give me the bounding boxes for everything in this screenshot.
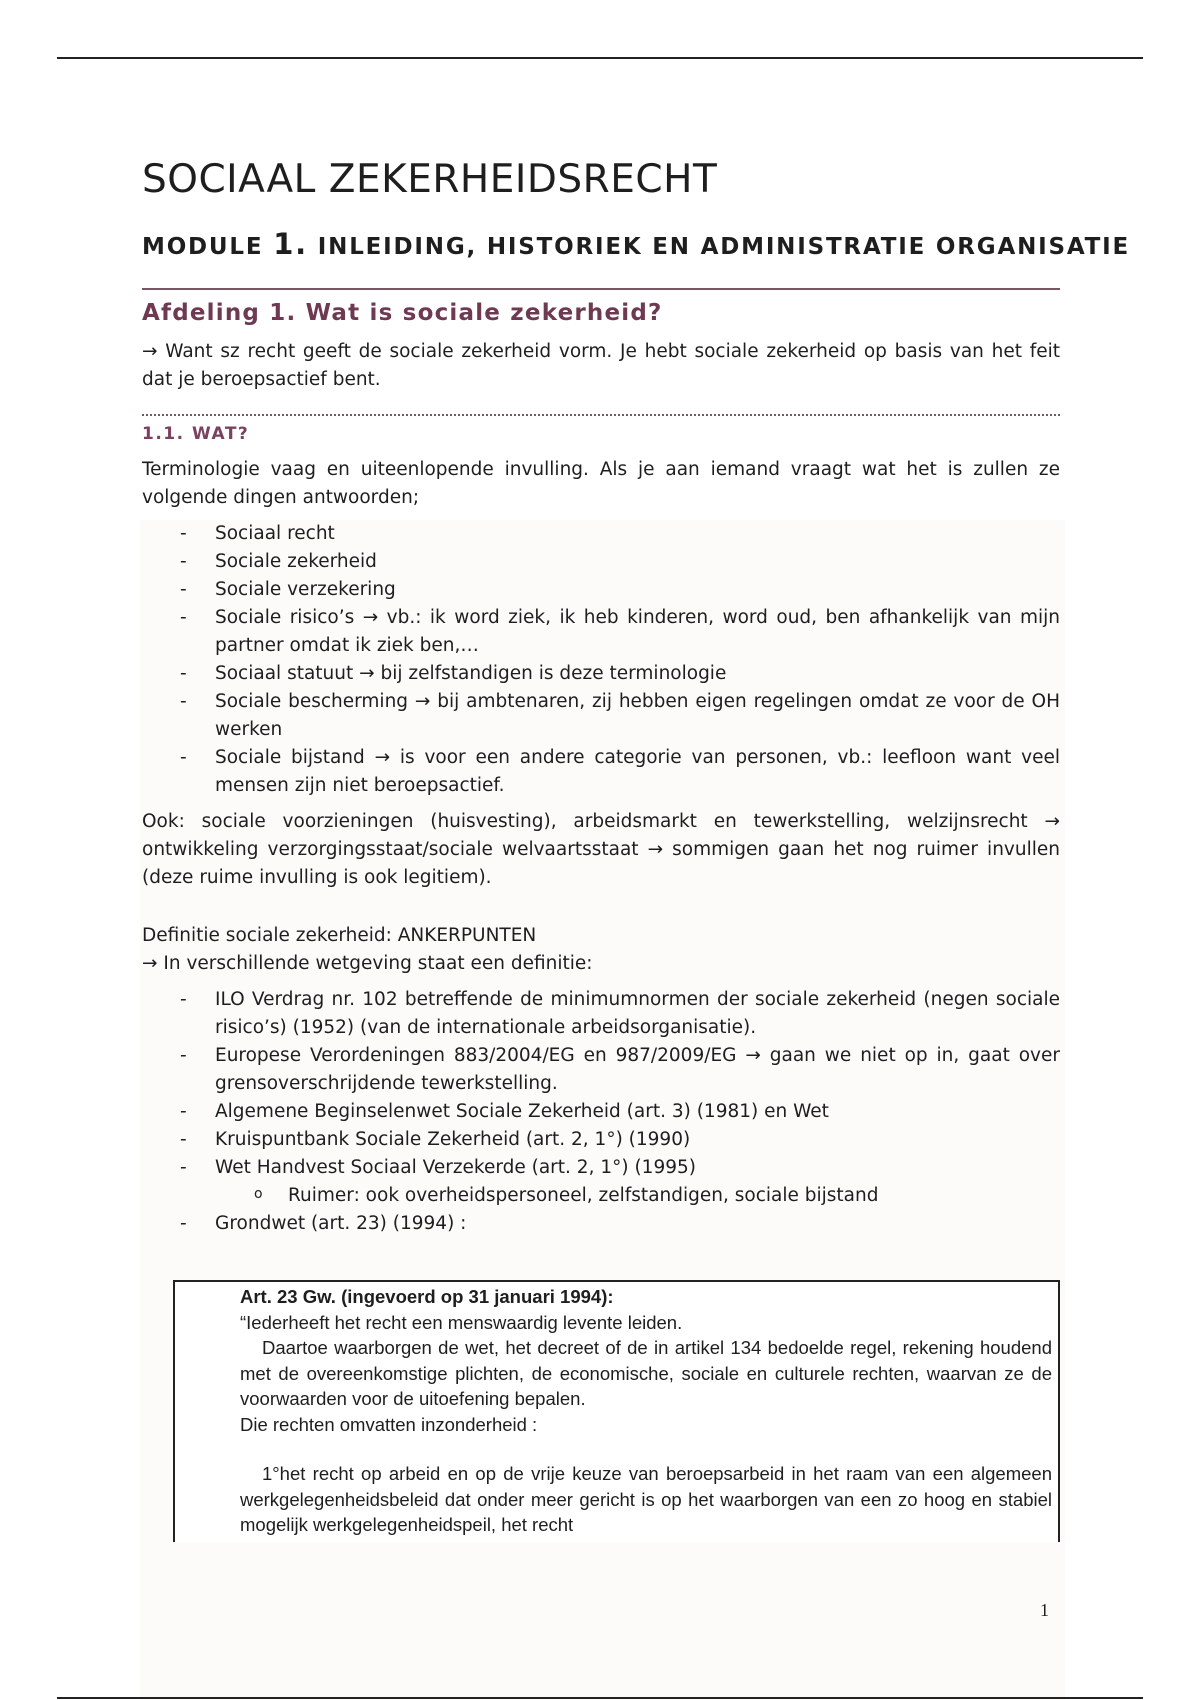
top-rule (57, 57, 1143, 59)
section-title: Afdeling 1. Wat is sociale zekerheid? (142, 300, 663, 326)
module-number: 1. (273, 227, 308, 261)
page-number: 1 (1040, 1600, 1049, 1620)
article-line: Die rechten omvatten inzonderheid : (240, 1413, 538, 1435)
bottom-rule (57, 1697, 1143, 1699)
definitions-list (142, 986, 1060, 1182)
list-item: - Kruispuntbank Sociale Zekerheid (art. 2, 1°) (1990) (142, 1126, 1060, 1154)
document-title: SOCIAAL ZEKERHEIDSRECHT (142, 157, 718, 202)
list-item: - ILO Verdrag nr. 102 betreffende de minimumnormen der sociale zekerheid (negen sociale risico’s) (1952) (van de internationale arbeidsorganisatie). (142, 986, 1060, 1042)
list-item: - Sociaal statuut → bij zelfstandigen is deze terminologie (142, 660, 1060, 688)
module-prefix: MODULE (142, 234, 274, 260)
document-body (142, 155, 1131, 1238)
list-item: - Europese Verordeningen 883/2004/EG en 987/2009/EG → gaan we niet op in, gaat over grensoverschrijdende tewerkstelling. (142, 1042, 1060, 1098)
list-item: - Sociale risico’s → vb.: ik word ziek, ik heb kinderen, word oud, ben afhankelijk van mijn partner omdat ik ziek ben,… (142, 604, 1060, 660)
subsection-divider (142, 414, 1060, 416)
list-item: - Sociale verzekering (142, 576, 1060, 604)
article-paragraph: Daartoe waarborgen de wet, het decreet of de in artikel 134 bedoelde regel, rekening houdend met de overeenkomstige plichten, de economische, sociale en culturele rechten, waarvan ze de voorwaarden voor de uitoefening bepalen. (240, 1337, 1052, 1409)
definition-heading: Definitie sociale zekerheid: ANKERPUNTEN (142, 925, 537, 946)
definition-intro: → In verschillende wetgeving staat een definitie: (142, 953, 593, 974)
definitions-list-end (142, 1210, 1060, 1238)
sub-definitions-list (142, 1182, 1060, 1210)
list-item: - Sociale bijstand → is voor een andere categorie van personen, vb.: leefloon want veel mensen zijn niet beroepsactief. (142, 744, 1060, 800)
list-item: - Algemene Beginselenwet Sociale Zekerheid (art. 3) (1981) en Wet (142, 1098, 1060, 1126)
article-line: “Iederheeft het recht een menswaardig levente leiden. (240, 1311, 683, 1333)
module-rest: INLEIDING, HISTORIEK EN ADMINISTRATIE ORGANISATIE (307, 234, 1131, 260)
section-intro: → Want sz recht geeft de sociale zekerheid vorm. Je hebt sociale zekerheid op basis van het feit dat je beroepsactief bent. (142, 341, 1060, 390)
section-divider (142, 288, 1060, 290)
article-heading: Art. 23 Gw. (ingevoerd op 31 januari 1994): (240, 1286, 614, 1307)
subsection-title: 1.1. WAT? (142, 424, 250, 444)
list-item: - Wet Handvest Sociaal Verzekerde (art. 2, 1°) (1995) (142, 1154, 1060, 1182)
terms-list (142, 520, 1060, 800)
article-box (173, 1280, 1060, 1542)
list-item: - Sociale zekerheid (142, 548, 1060, 576)
article-paragraph: 1°het recht op arbeid en op de vrije keuze van beroepsarbeid in het raam van een algemeen werkgelegenheidsbeleid dat onder meer gericht is op het waarborgen van een zo hoog en stabiel mogelijk werkgelegenheidspeil, het recht (240, 1463, 1052, 1535)
list-item: o Ruimer: ook overheidspersoneel, zelfstandigen, sociale bijstand (142, 1182, 1060, 1210)
module-title (142, 227, 1131, 264)
list-item: - Grondwet (art. 23) (1994) : (142, 1210, 1060, 1238)
list-item: - Sociale bescherming → bij ambtenaren, zij hebben eigen regelingen omdat ze voor de OH werken (142, 688, 1060, 744)
list-item: - Sociaal recht (142, 520, 1060, 548)
subsection-intro: Terminologie vaag en uiteenlopende invulling. Als je aan iemand vraagt wat het is zullen ze volgende dingen antwoorden; (142, 459, 1060, 508)
ook-paragraph: Ook: sociale voorzieningen (huisvesting), arbeidsmarkt en tewerkstelling, welzijnsrecht → ontwikkeling verzorgingsstaat/sociale welvaartsstaat → sommigen gaan het nog ruimer invullen (deze ruime invulling is ook legitiem). (142, 811, 1060, 888)
